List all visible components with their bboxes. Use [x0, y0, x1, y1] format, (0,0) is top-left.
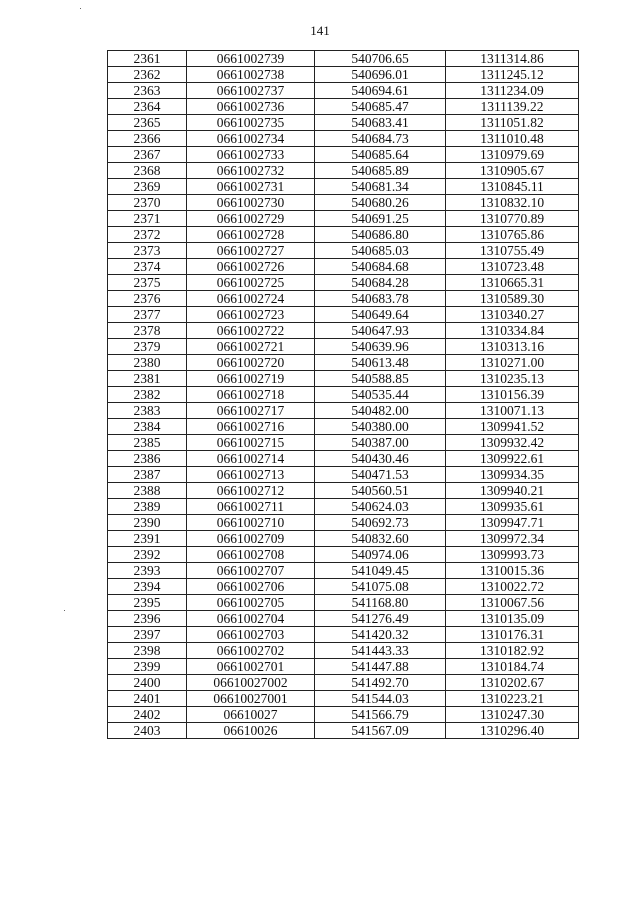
point-number-cell: 2381: [108, 371, 187, 387]
table-row: [108, 563, 579, 579]
y-coordinate-cell: 1310184.74: [446, 659, 579, 675]
table-row: [108, 355, 579, 371]
y-coordinate-cell: 1311139.22: [446, 99, 579, 115]
table-row: [108, 51, 579, 67]
point-number-cell: 2397: [108, 627, 187, 643]
y-coordinate-cell: 1310765.86: [446, 227, 579, 243]
point-number-cell: 2368: [108, 163, 187, 179]
point-number-cell: 2371: [108, 211, 187, 227]
table-row: [108, 259, 579, 275]
point-code-cell: 0661002728: [187, 227, 315, 243]
point-code-cell: 0661002722: [187, 323, 315, 339]
table-row: [108, 307, 579, 323]
x-coordinate-cell: 540684.68: [315, 259, 446, 275]
y-coordinate-cell: 1310296.40: [446, 723, 579, 739]
point-number-cell: 2375: [108, 275, 187, 291]
table-row: [108, 595, 579, 611]
y-coordinate-cell: 1310589.30: [446, 291, 579, 307]
y-coordinate-cell: 1310832.10: [446, 195, 579, 211]
table-row: [108, 147, 579, 163]
x-coordinate-cell: 540535.44: [315, 387, 446, 403]
point-number-cell: 2403: [108, 723, 187, 739]
table-row: [108, 243, 579, 259]
x-coordinate-cell: 540380.00: [315, 419, 446, 435]
x-coordinate-cell: 541443.33: [315, 643, 446, 659]
x-coordinate-cell: 540694.61: [315, 83, 446, 99]
table-row: [108, 195, 579, 211]
point-code-cell: 0661002735: [187, 115, 315, 131]
point-code-cell: 06610027002: [187, 675, 315, 691]
point-code-cell: 0661002725: [187, 275, 315, 291]
table-row: [108, 483, 579, 499]
point-code-cell: 0661002720: [187, 355, 315, 371]
coordinates-table: [107, 50, 579, 739]
point-number-cell: 2391: [108, 531, 187, 547]
x-coordinate-cell: 541492.70: [315, 675, 446, 691]
table-row: [108, 99, 579, 115]
point-code-cell: 0661002736: [187, 99, 315, 115]
point-number-cell: 2365: [108, 115, 187, 131]
y-coordinate-cell: 1309972.34: [446, 531, 579, 547]
y-coordinate-cell: 1310015.36: [446, 563, 579, 579]
point-number-cell: 2385: [108, 435, 187, 451]
point-number-cell: 2392: [108, 547, 187, 563]
point-number-cell: 2374: [108, 259, 187, 275]
y-coordinate-cell: 1310067.56: [446, 595, 579, 611]
scan-speck: [64, 610, 65, 611]
x-coordinate-cell: 540387.00: [315, 435, 446, 451]
point-number-cell: 2377: [108, 307, 187, 323]
point-code-cell: 06610027001: [187, 691, 315, 707]
point-code-cell: 0661002717: [187, 403, 315, 419]
x-coordinate-cell: 541447.88: [315, 659, 446, 675]
y-coordinate-cell: 1310022.72: [446, 579, 579, 595]
point-number-cell: 2363: [108, 83, 187, 99]
x-coordinate-cell: 541075.08: [315, 579, 446, 595]
y-coordinate-cell: 1310340.27: [446, 307, 579, 323]
table-row: [108, 291, 579, 307]
x-coordinate-cell: 540685.64: [315, 147, 446, 163]
x-coordinate-cell: 540560.51: [315, 483, 446, 499]
x-coordinate-cell: 540696.01: [315, 67, 446, 83]
y-coordinate-cell: 1310202.67: [446, 675, 579, 691]
table-row: [108, 707, 579, 723]
point-number-cell: 2389: [108, 499, 187, 515]
point-number-cell: 2366: [108, 131, 187, 147]
table-row: [108, 227, 579, 243]
point-number-cell: 2384: [108, 419, 187, 435]
x-coordinate-cell: 540624.03: [315, 499, 446, 515]
point-code-cell: 0661002703: [187, 627, 315, 643]
table-row: [108, 627, 579, 643]
table-row: [108, 275, 579, 291]
point-code-cell: 06610027: [187, 707, 315, 723]
y-coordinate-cell: 1311234.09: [446, 83, 579, 99]
table-row: [108, 115, 579, 131]
point-number-cell: 2388: [108, 483, 187, 499]
x-coordinate-cell: 541544.03: [315, 691, 446, 707]
point-number-cell: 2400: [108, 675, 187, 691]
y-coordinate-cell: 1309940.21: [446, 483, 579, 499]
table-row: [108, 515, 579, 531]
y-coordinate-cell: 1310665.31: [446, 275, 579, 291]
point-code-cell: 0661002712: [187, 483, 315, 499]
y-coordinate-cell: 1310156.39: [446, 387, 579, 403]
point-number-cell: 2402: [108, 707, 187, 723]
point-number-cell: 2393: [108, 563, 187, 579]
point-code-cell: 0661002719: [187, 371, 315, 387]
point-code-cell: 0661002724: [187, 291, 315, 307]
table-row: [108, 211, 579, 227]
x-coordinate-cell: 541567.09: [315, 723, 446, 739]
x-coordinate-cell: 540649.64: [315, 307, 446, 323]
x-coordinate-cell: 540681.34: [315, 179, 446, 195]
x-coordinate-cell: 540482.00: [315, 403, 446, 419]
point-number-cell: 2370: [108, 195, 187, 211]
x-coordinate-cell: 540686.80: [315, 227, 446, 243]
y-coordinate-cell: 1310071.13: [446, 403, 579, 419]
table-row: [108, 435, 579, 451]
y-coordinate-cell: 1310313.16: [446, 339, 579, 355]
table-row: [108, 163, 579, 179]
y-coordinate-cell: 1310845.11: [446, 179, 579, 195]
y-coordinate-cell: 1310235.13: [446, 371, 579, 387]
table-row: [108, 723, 579, 739]
point-code-cell: 0661002714: [187, 451, 315, 467]
x-coordinate-cell: 540471.53: [315, 467, 446, 483]
y-coordinate-cell: 1310176.31: [446, 627, 579, 643]
x-coordinate-cell: 540685.89: [315, 163, 446, 179]
table-row: [108, 451, 579, 467]
y-coordinate-cell: 1310182.92: [446, 643, 579, 659]
table-row: [108, 579, 579, 595]
x-coordinate-cell: 541276.49: [315, 611, 446, 627]
point-code-cell: 0661002737: [187, 83, 315, 99]
point-number-cell: 2372: [108, 227, 187, 243]
point-code-cell: 0661002705: [187, 595, 315, 611]
point-number-cell: 2361: [108, 51, 187, 67]
y-coordinate-cell: 1310723.48: [446, 259, 579, 275]
x-coordinate-cell: 540613.48: [315, 355, 446, 371]
point-code-cell: 0661002715: [187, 435, 315, 451]
point-code-cell: 0661002729: [187, 211, 315, 227]
point-number-cell: 2382: [108, 387, 187, 403]
y-coordinate-cell: 1309941.52: [446, 419, 579, 435]
x-coordinate-cell: 540832.60: [315, 531, 446, 547]
table-row: [108, 547, 579, 563]
y-coordinate-cell: 1310755.49: [446, 243, 579, 259]
y-coordinate-cell: 1311245.12: [446, 67, 579, 83]
table-row: [108, 323, 579, 339]
y-coordinate-cell: 1310247.30: [446, 707, 579, 723]
y-coordinate-cell: 1311314.86: [446, 51, 579, 67]
table-row: [108, 387, 579, 403]
table-row: [108, 643, 579, 659]
point-code-cell: 0661002730: [187, 195, 315, 211]
x-coordinate-cell: 540588.85: [315, 371, 446, 387]
point-code-cell: 0661002708: [187, 547, 315, 563]
table-row: [108, 403, 579, 419]
x-coordinate-cell: 541566.79: [315, 707, 446, 723]
x-coordinate-cell: 540691.25: [315, 211, 446, 227]
x-coordinate-cell: 540647.93: [315, 323, 446, 339]
point-number-cell: 2390: [108, 515, 187, 531]
point-code-cell: 0661002716: [187, 419, 315, 435]
point-code-cell: 0661002726: [187, 259, 315, 275]
table-row: [108, 531, 579, 547]
point-code-cell: 0661002702: [187, 643, 315, 659]
x-coordinate-cell: 541049.45: [315, 563, 446, 579]
y-coordinate-cell: 1310271.00: [446, 355, 579, 371]
point-number-cell: 2376: [108, 291, 187, 307]
point-code-cell: 0661002709: [187, 531, 315, 547]
table-row: [108, 179, 579, 195]
y-coordinate-cell: 1309934.35: [446, 467, 579, 483]
x-coordinate-cell: 540683.41: [315, 115, 446, 131]
point-code-cell: 0661002732: [187, 163, 315, 179]
point-number-cell: 2394: [108, 579, 187, 595]
point-code-cell: 0661002701: [187, 659, 315, 675]
table-row: [108, 499, 579, 515]
point-code-cell: 0661002718: [187, 387, 315, 403]
x-coordinate-cell: 540639.96: [315, 339, 446, 355]
table-row: [108, 83, 579, 99]
point-number-cell: 2401: [108, 691, 187, 707]
y-coordinate-cell: 1309932.42: [446, 435, 579, 451]
x-coordinate-cell: 540706.65: [315, 51, 446, 67]
table-row: [108, 67, 579, 83]
point-code-cell: 0661002734: [187, 131, 315, 147]
point-number-cell: 2373: [108, 243, 187, 259]
point-number-cell: 2399: [108, 659, 187, 675]
scan-speck: [80, 8, 81, 9]
point-code-cell: 0661002710: [187, 515, 315, 531]
point-number-cell: 2398: [108, 643, 187, 659]
table-row: [108, 419, 579, 435]
point-number-cell: 2386: [108, 451, 187, 467]
table-row: [108, 675, 579, 691]
point-code-cell: 0661002731: [187, 179, 315, 195]
x-coordinate-cell: 540685.03: [315, 243, 446, 259]
point-number-cell: 2369: [108, 179, 187, 195]
page-number: 141: [310, 23, 330, 38]
table-row: [108, 131, 579, 147]
coordinates-table-container: [107, 50, 578, 739]
point-code-cell: 0661002704: [187, 611, 315, 627]
x-coordinate-cell: 540685.47: [315, 99, 446, 115]
y-coordinate-cell: 1310135.09: [446, 611, 579, 627]
y-coordinate-cell: 1310979.69: [446, 147, 579, 163]
x-coordinate-cell: 540680.26: [315, 195, 446, 211]
y-coordinate-cell: 1309935.61: [446, 499, 579, 515]
point-number-cell: 2396: [108, 611, 187, 627]
table-row: [108, 691, 579, 707]
x-coordinate-cell: 541168.80: [315, 595, 446, 611]
x-coordinate-cell: 540974.06: [315, 547, 446, 563]
y-coordinate-cell: 1310334.84: [446, 323, 579, 339]
point-code-cell: 0661002707: [187, 563, 315, 579]
table-row: [108, 467, 579, 483]
y-coordinate-cell: 1309993.73: [446, 547, 579, 563]
y-coordinate-cell: 1310905.67: [446, 163, 579, 179]
point-code-cell: 0661002713: [187, 467, 315, 483]
point-code-cell: 0661002738: [187, 67, 315, 83]
x-coordinate-cell: 540684.73: [315, 131, 446, 147]
y-coordinate-cell: 1310223.21: [446, 691, 579, 707]
point-number-cell: 2378: [108, 323, 187, 339]
y-coordinate-cell: 1311051.82: [446, 115, 579, 131]
point-number-cell: 2379: [108, 339, 187, 355]
point-code-cell: 0661002739: [187, 51, 315, 67]
point-number-cell: 2387: [108, 467, 187, 483]
x-coordinate-cell: 540684.28: [315, 275, 446, 291]
y-coordinate-cell: 1309922.61: [446, 451, 579, 467]
point-code-cell: 0661002721: [187, 339, 315, 355]
point-code-cell: 06610026: [187, 723, 315, 739]
table-row: [108, 339, 579, 355]
table-row: [108, 371, 579, 387]
point-number-cell: 2364: [108, 99, 187, 115]
point-number-cell: 2395: [108, 595, 187, 611]
point-code-cell: 0661002723: [187, 307, 315, 323]
point-number-cell: 2380: [108, 355, 187, 371]
x-coordinate-cell: 540430.46: [315, 451, 446, 467]
point-code-cell: 0661002733: [187, 147, 315, 163]
point-code-cell: 0661002706: [187, 579, 315, 595]
table-body: [108, 51, 579, 739]
x-coordinate-cell: 540692.73: [315, 515, 446, 531]
table-row: [108, 659, 579, 675]
point-number-cell: 2367: [108, 147, 187, 163]
point-code-cell: 0661002727: [187, 243, 315, 259]
y-coordinate-cell: 1309947.71: [446, 515, 579, 531]
y-coordinate-cell: 1311010.48: [446, 131, 579, 147]
table-row: [108, 611, 579, 627]
x-coordinate-cell: 541420.32: [315, 627, 446, 643]
point-number-cell: 2383: [108, 403, 187, 419]
point-number-cell: 2362: [108, 67, 187, 83]
point-code-cell: 0661002711: [187, 499, 315, 515]
y-coordinate-cell: 1310770.89: [446, 211, 579, 227]
x-coordinate-cell: 540683.78: [315, 291, 446, 307]
